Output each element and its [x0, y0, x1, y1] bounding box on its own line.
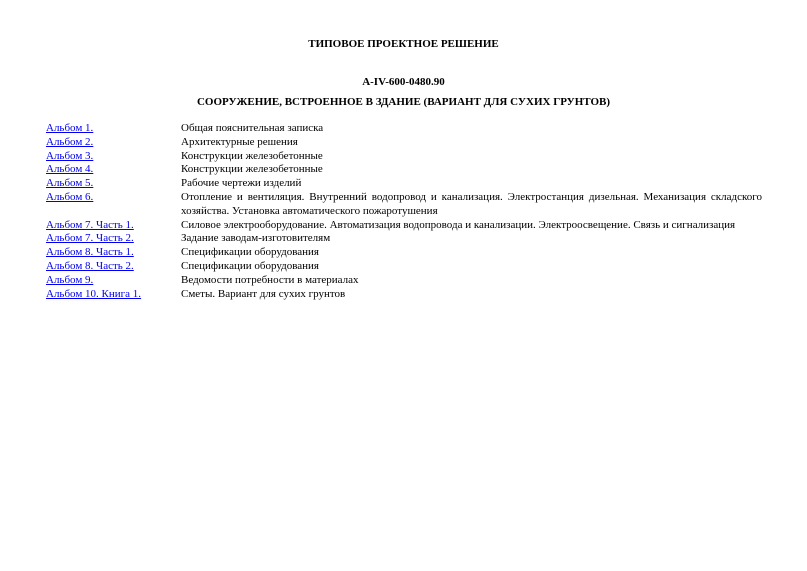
list-item [46, 288, 762, 302]
album-description: Конструкции железобетонные [181, 149, 323, 162]
list-item [46, 122, 762, 136]
list-item [46, 232, 762, 246]
album-link[interactable]: Альбом 3. [46, 149, 94, 162]
album-link[interactable]: Альбом 8. Часть 2. [46, 259, 134, 272]
document-subtitle: СООРУЖЕНИЕ, ВСТРОЕННОЕ В ЗДАНИЕ (ВАРИАНТ ДЛЯ СУХИХ ГРУНТОВ) [196, 96, 611, 108]
document-title: ТИПОВОЕ ПРОЕКТНОЕ РЕШЕНИЕ [308, 38, 499, 50]
album-link[interactable]: Альбом 8. Часть 1. [46, 246, 134, 259]
list-item [46, 274, 762, 288]
album-description: Конструкции железобетонные [181, 163, 323, 176]
album-description: Рабочие чертежи изделий [181, 177, 302, 190]
album-link[interactable]: Альбом 7. Часть 2. [46, 232, 134, 245]
list-item [46, 219, 762, 233]
list-item [46, 246, 762, 260]
album-description: Сметы. Вариант для сухих грунтов [181, 287, 346, 300]
album-description: Спецификации оборудования [181, 259, 319, 272]
album-link[interactable]: Альбом 5. [46, 177, 94, 190]
album-description: Ведомости потребности в материалах [181, 273, 359, 286]
album-description: Отопление и вентиляция. Внутренний водопровод и канализация. Электростанция дизельная. Механизация складского хозяйства. Установка автоматического пожаротушения [181, 190, 762, 217]
album-link[interactable]: Альбом 7. Часть 1. [46, 218, 134, 231]
list-item [46, 150, 762, 164]
album-link[interactable]: Альбом 9. [46, 273, 94, 286]
album-link[interactable]: Альбом 6. [46, 190, 94, 203]
album-description: Задание заводам-изготовителям [181, 232, 331, 245]
album-link[interactable]: Альбом 10. Книга 1. [46, 287, 142, 300]
album-link[interactable]: Альбом 1. [46, 122, 94, 134]
list-item [46, 136, 762, 150]
album-description: Архитектурные решения [181, 135, 298, 148]
album-description: Спецификации оборудования [181, 246, 319, 259]
list-item [46, 260, 762, 274]
list-item [46, 191, 762, 219]
album-link[interactable]: Альбом 4. [46, 163, 94, 176]
album-list [46, 122, 762, 301]
list-item [46, 163, 762, 177]
album-description: Силовое электрооборудование. Автоматизация водопровода и канализации. Электроосвещение. Связь и сигнализация [181, 218, 736, 231]
album-description: Общая пояснительная записка [181, 122, 324, 134]
album-link[interactable]: Альбом 2. [46, 135, 94, 148]
document-code: А-IV-600-0480.90 [362, 76, 445, 88]
list-item [46, 177, 762, 191]
